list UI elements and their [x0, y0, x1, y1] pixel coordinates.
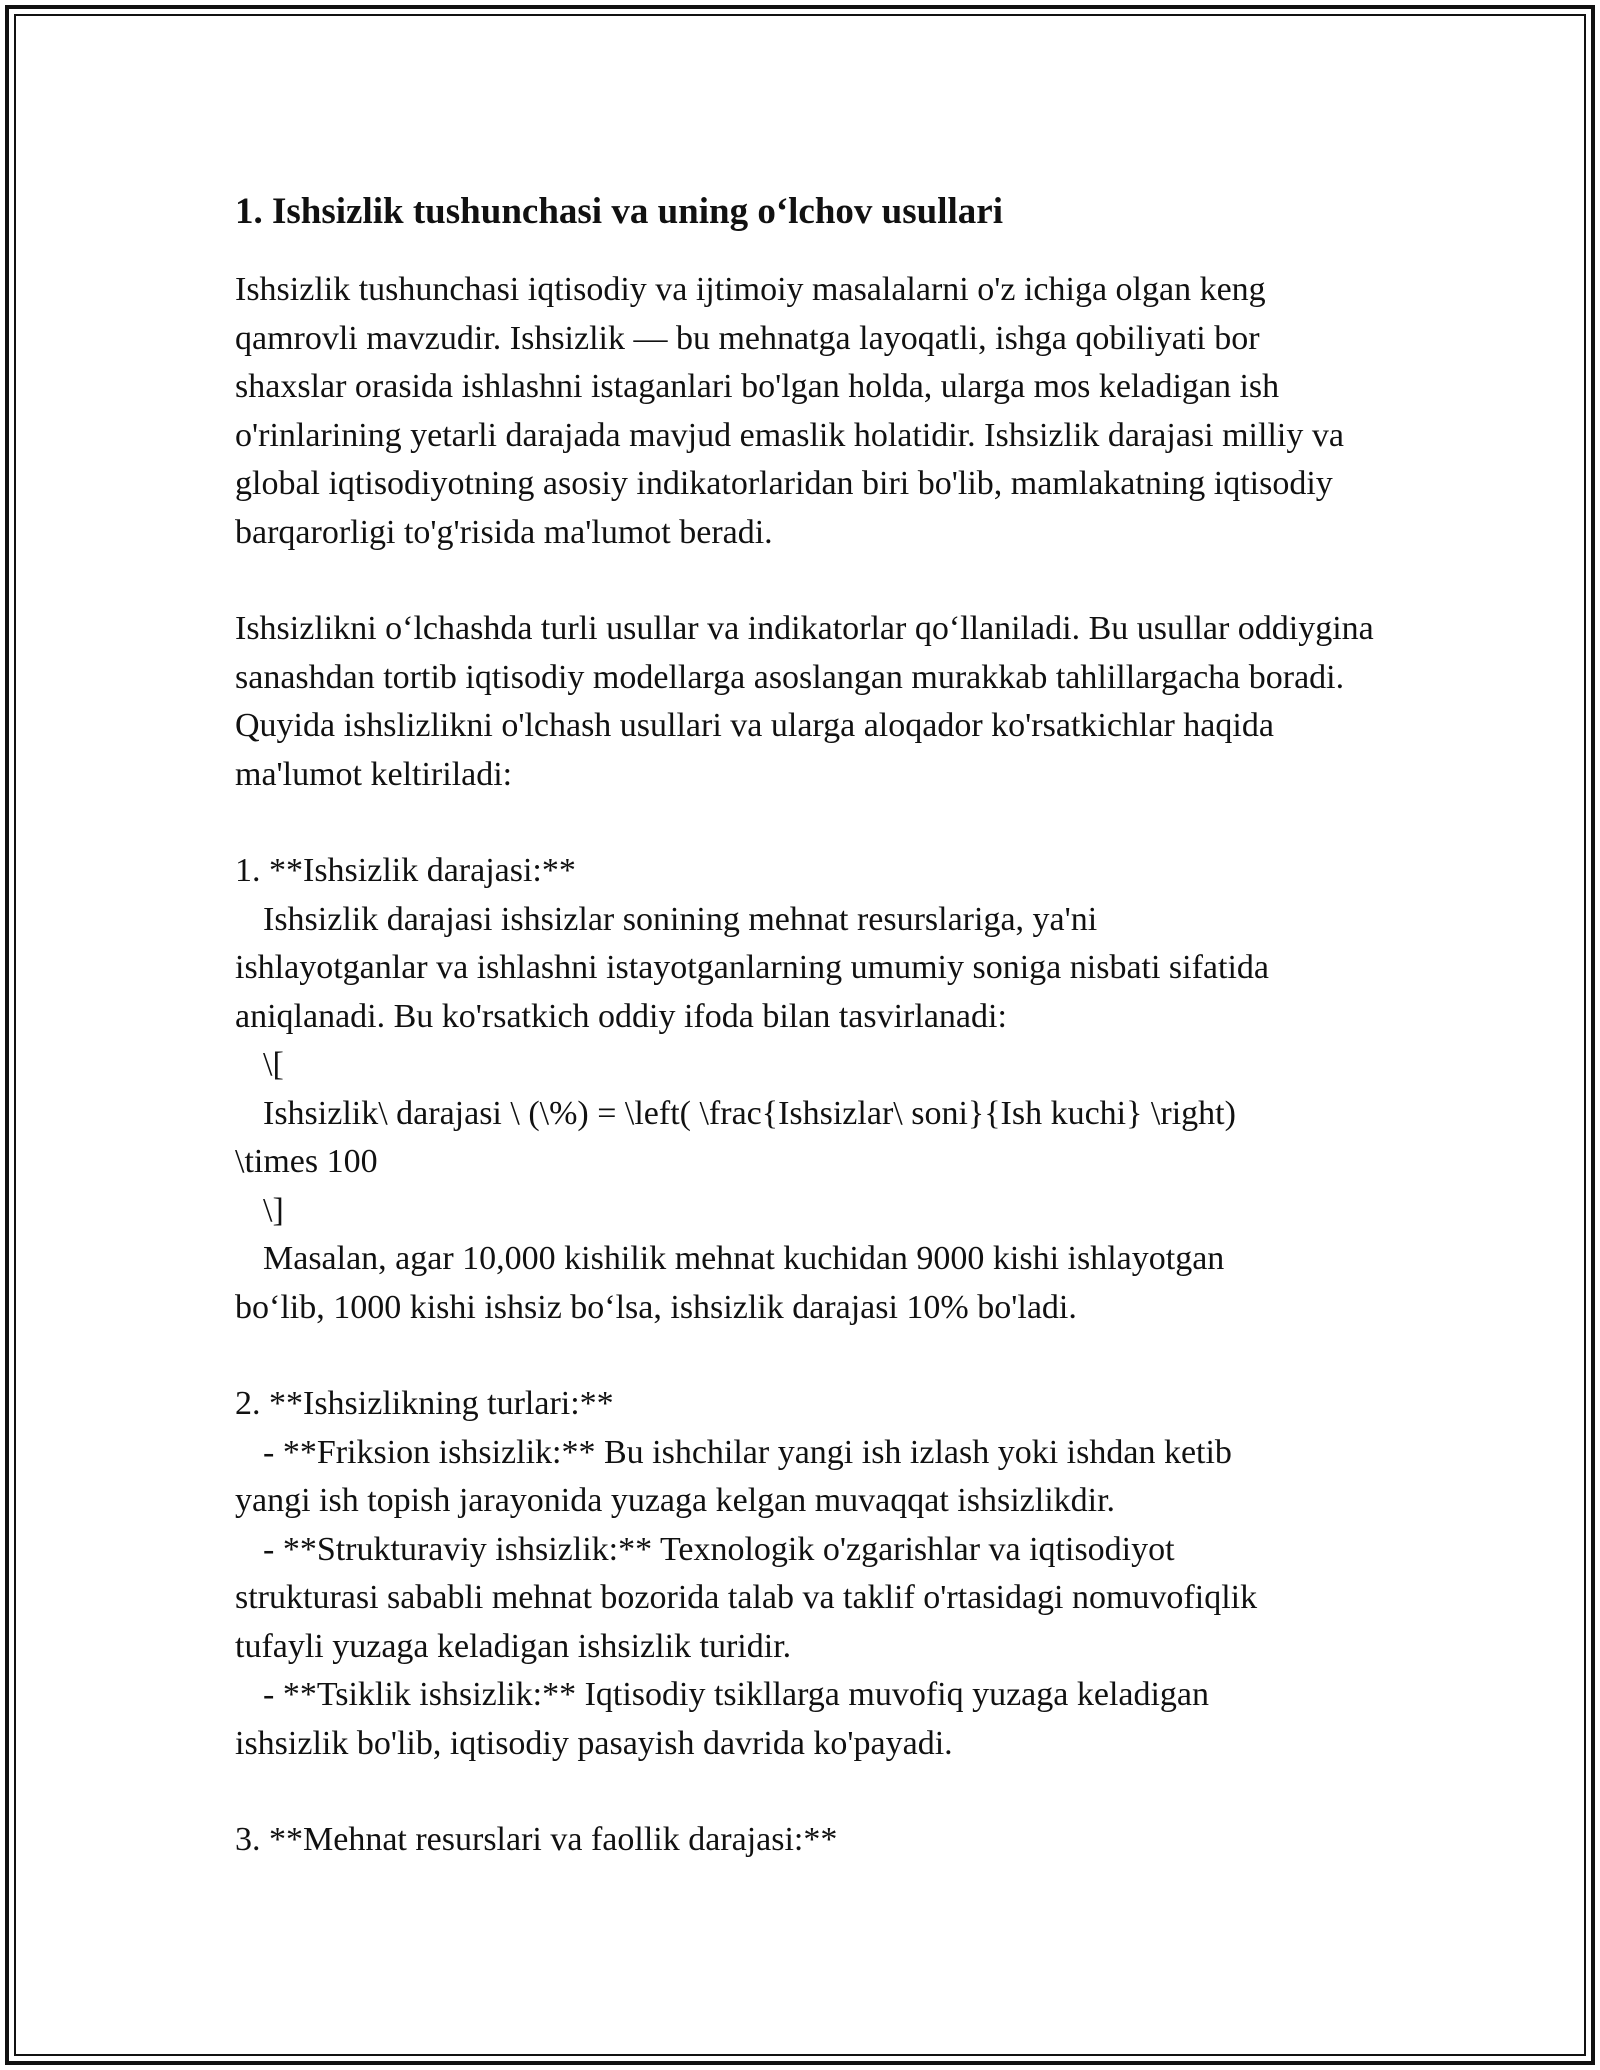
example-line: Masalan, agar 10,000 kishilik mehnat kuchidan 9000 kishi ishlayotgan — [263, 1240, 1225, 1277]
item-labor-resources — [235, 1816, 1375, 1865]
item-unemployment-rate — [235, 847, 1375, 1332]
example-line: bo‘lib, 1000 kishi ishsiz bo‘lsa, ishsizlik darajasi 10% bo'ladi. — [235, 1288, 1077, 1326]
item-title: 3. **Mehnat resurslari va faollik darajasi:** — [235, 1821, 838, 1858]
item-text-line: aniqlanadi. Bu ko'rsatkich oddiy ifoda bilan tasvirlanadi: — [235, 997, 1007, 1035]
type-cyclical-line: - **Tsiklik ishsizlik:** Iqtisodiy tsikllarga muvofiq yuzaga keladigan — [263, 1676, 1210, 1713]
item-title: 2. **Ishsizlikning turlari:** — [235, 1385, 614, 1422]
type-frictional-line: yangi ish topish jarayonida yuzaga kelgan muvaqqat ishsizlikdir. — [235, 1482, 1116, 1519]
item-unemployment-types — [235, 1380, 1375, 1768]
type-structural-line: - **Strukturaviy ishsizlik:** Texnologik o'zgarishlar va iqtisodiyot — [263, 1530, 1175, 1568]
formula-line: Ishsizlik\ darajasi \ (\%) = \left( \frac{Ishsizlar\ soni}{Ish kuchi} \right) — [263, 1094, 1236, 1132]
type-frictional-line: - **Friksion ishsizlik:** Bu ishchilar yangi ish izlash yoki ishdan ketib — [263, 1433, 1232, 1471]
item-text-line: Ishsizlik darajasi ishsizlar sonining mehnat resurslariga, ya'ni — [263, 900, 1098, 938]
methods-paragraph: Ishsizlikni o‘lchashda turli usullar va indikatorlar qo‘llaniladi. Bu usullar oddiygina sanashdan tortib iqtisodiy modellarga asoslangan murakkab tahlillargacha boradi. Quyida ishslizlikni o'lchash usullari va ularga aloqador ko'rsatkichlar haqida ma'lumot keltiriladi: — [235, 610, 1374, 793]
formula-line: \times 100 — [235, 1143, 378, 1180]
type-cyclical-line: ishsizlik bo'lib, iqtisodiy pasayish davrida ko'payadi. — [235, 1724, 953, 1762]
section-heading: 1. Ishsizlik tushunchasi va uning o‘lchov usullari — [235, 191, 1004, 232]
item-title: 1. **Ishsizlik darajasi:** — [235, 852, 576, 889]
type-structural-line: tufayli yuzaga keladigan ishsizlik turidir. — [235, 1627, 792, 1665]
type-structural-line: strukturasi sababli mehnat bozorida talab va taklif o'rtasidagi nomuvofiqlik — [235, 1579, 1258, 1616]
formula-close: \] — [263, 1191, 284, 1229]
formula-open: \[ — [263, 1046, 284, 1083]
intro-paragraph: Ishsizlik tushunchasi iqtisodiy va ijtimoiy masalalarni o'z ichiga olgan keng qamrovli mavzudir. Ishsizlik — bu mehnatga layoqatli, ishga qobiliyati bor shaxslar orasida ishlashni istaganlari bo'lgan holda, ularga mos keladigan ish o'rinlarining yetarli darajada mavjud emaslik holatidir. Ishsizlik darajasi milliy va global iqtisodiyotning asosiy indikatorlaridan biri bo'lib, mamlakatning iqtisodiy barqarorligi to'g'risida ma'lumot beradi. — [235, 271, 1344, 551]
document-body — [235, 186, 1375, 1913]
item-text-line: ishlayotganlar va ishlashni istayotganlarning umumiy soniga nisbati sifatida — [235, 949, 1269, 986]
